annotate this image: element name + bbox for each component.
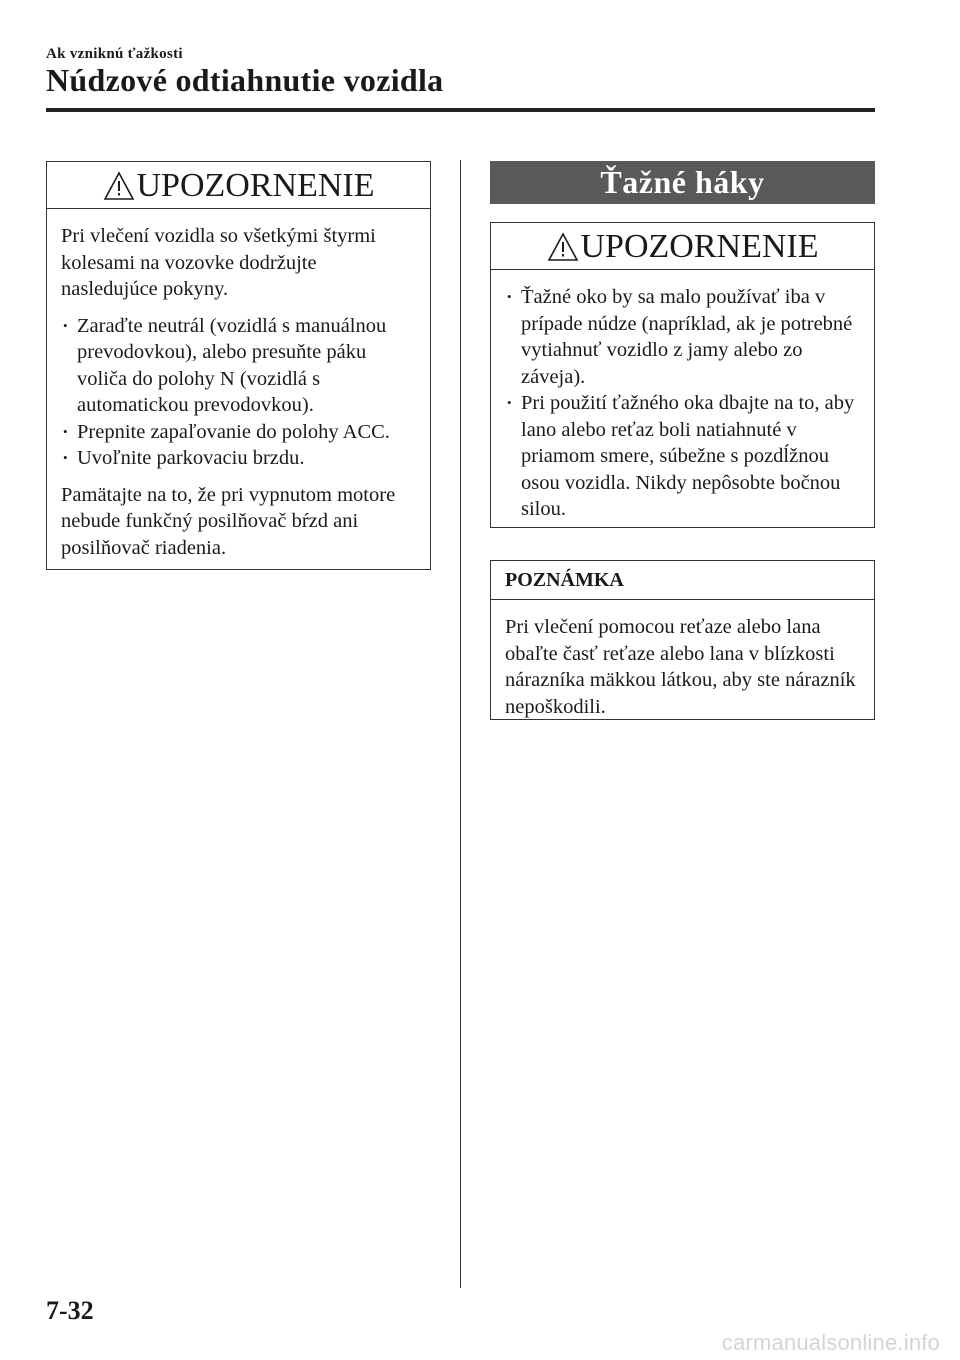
note-body <box>491 600 874 734</box>
caution-body <box>491 270 874 537</box>
caution-body <box>47 209 430 575</box>
page-title: Núdzové odtiahnutie vozidla <box>46 62 444 98</box>
warning-triangle-icon <box>547 232 579 262</box>
list-item: • Prepnite zapaľovanie do polohy ACC. <box>61 419 418 446</box>
caution-heading: UPOZORNENIE <box>136 167 375 204</box>
caution-intro: Pri vlečení vozidla so všetkými štyrmi kolesami na vozovke dodržujte nasledujúce pokyny. <box>61 225 376 300</box>
column-divider <box>460 160 461 1288</box>
note-heading: POZNÁMKA <box>505 568 624 591</box>
note-box <box>490 560 875 720</box>
page-number: 7-32 <box>46 1296 94 1325</box>
list-item: • Uvoľnite parkovaciu brzdu. <box>61 445 418 472</box>
caution-box-right <box>490 222 875 528</box>
breadcrumb: Ak vzniknú ťažkosti <box>46 46 183 62</box>
list-item: • Ťažné oko by sa malo používať iba v prípade núdze (napríklad, ak je potrebné vytiahnuť vozidlo z jamy alebo zo záveja). <box>505 284 862 390</box>
warning-triangle-icon <box>103 171 135 201</box>
section-heading-text: Ťažné háky <box>600 164 765 200</box>
list-item: • Zaraďte neutrál (vozidlá s manuálnou prevodovkou), alebo presuňte páku voliča do polohy N (vozidlá s automatickou prevodovkou). <box>61 313 418 419</box>
section-heading <box>490 161 875 204</box>
caution-bullet-list <box>505 284 862 523</box>
caution-box-left <box>46 161 431 570</box>
title-rule <box>46 108 875 112</box>
list-item: • Pri použití ťažného oka dbajte na to, aby lano alebo reťaz boli natiahnuté v priamom smere, súbežne s pozdĺžnou osou vozidla. Nikdy nepôsobte bočnou silou. <box>505 390 862 523</box>
caution-header <box>491 223 874 270</box>
caution-outro: Pamätajte na to, že pri vypnutom motore nebude funkčný posilňovač bŕzd ani posilňovač riadenia. <box>61 483 396 559</box>
note-header <box>491 561 874 600</box>
caution-header <box>47 162 430 209</box>
note-text: Pri vlečení pomocou reťaze alebo lana obaľte časť reťaze alebo lana v blízkosti nárazníka mäkkou látkou, aby ste nárazník nepoškodili. <box>505 616 856 718</box>
watermark: carmanualsonline.info <box>721 1330 940 1355</box>
caution-bullet-list <box>61 313 418 472</box>
caution-heading: UPOZORNENIE <box>580 228 819 265</box>
